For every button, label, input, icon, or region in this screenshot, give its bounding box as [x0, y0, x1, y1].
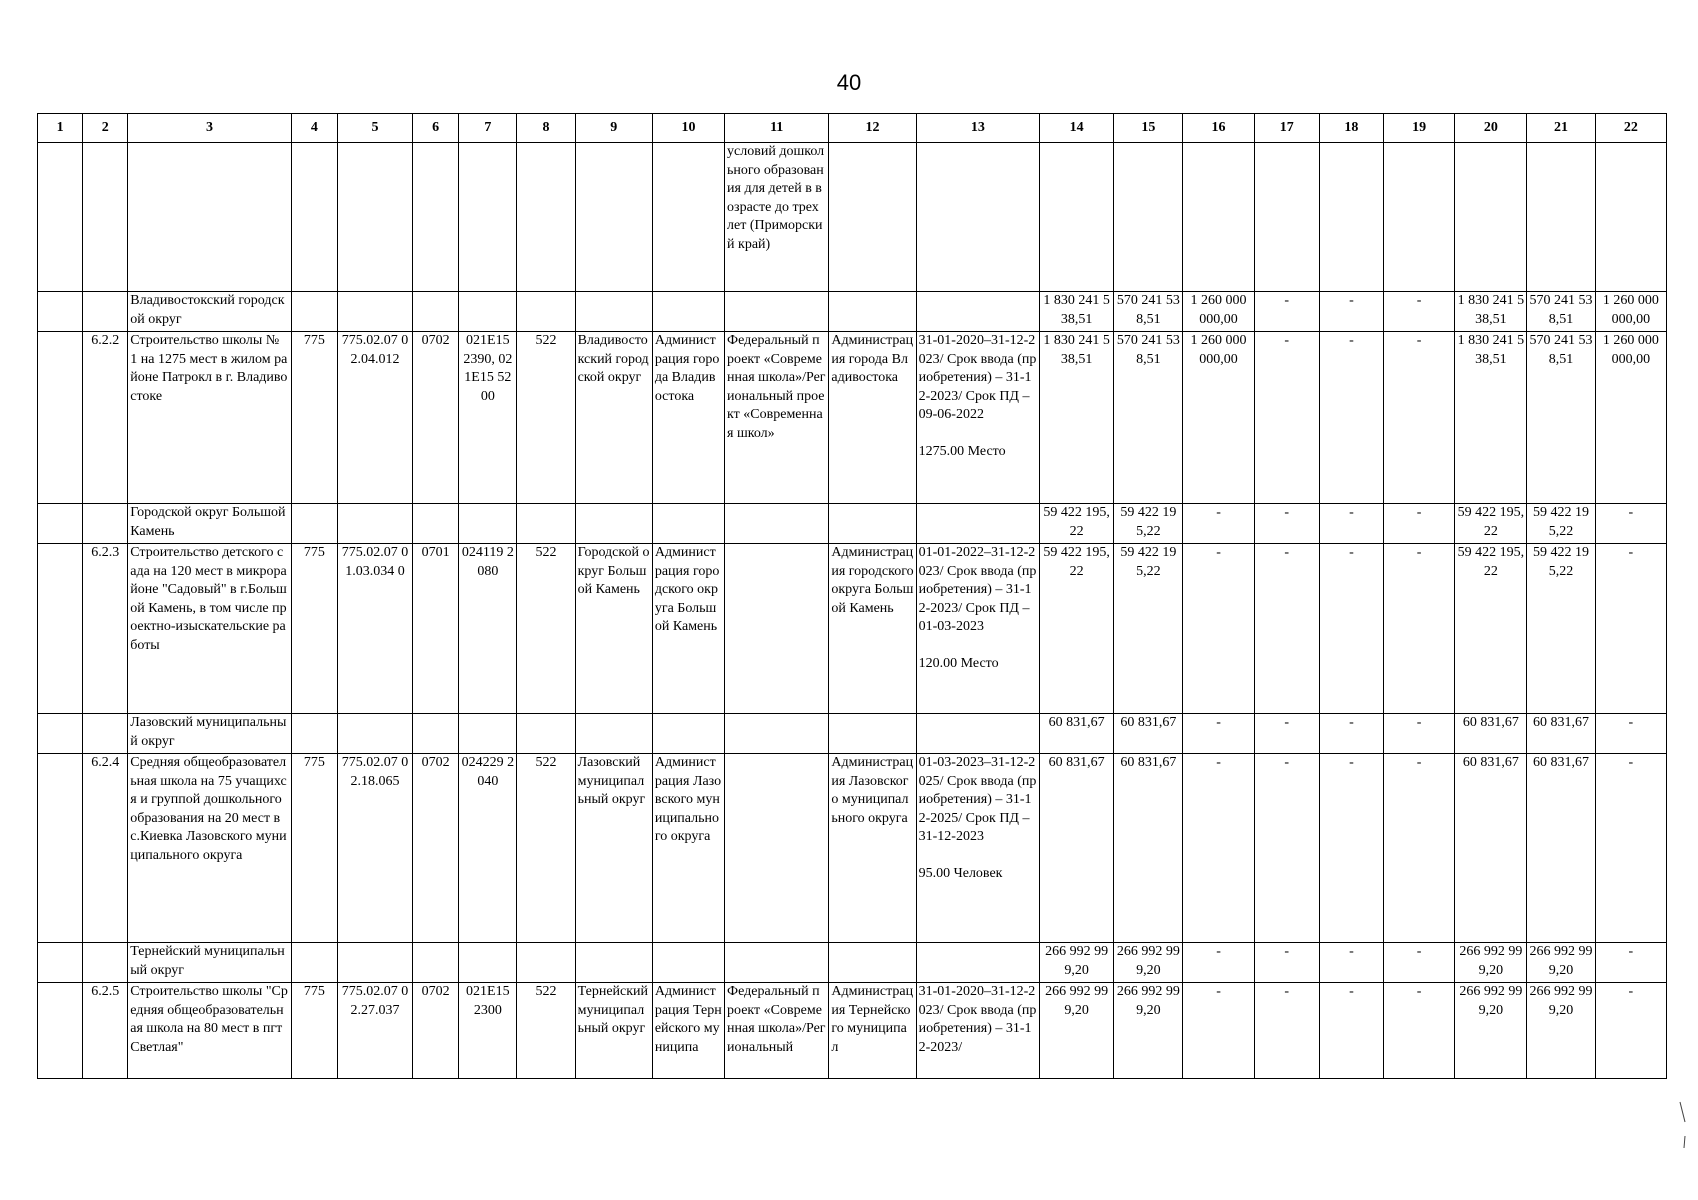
administrator-cell: Администрация города Владивостока [652, 332, 724, 504]
table-row-item [38, 754, 1667, 943]
column-header: 17 [1254, 114, 1319, 143]
column-header: 13 [916, 114, 1039, 143]
column-header: 7 [459, 114, 517, 143]
column-header: 21 [1527, 114, 1595, 143]
code-cell: 0702 [413, 983, 459, 1079]
amount-cell: 1 830 241 538,51 [1040, 332, 1114, 504]
amount-cell: 1 830 241 538,51 [1455, 292, 1527, 332]
amount-cell: - [1319, 504, 1383, 544]
amount-cell: - [1384, 983, 1455, 1079]
column-header: 12 [829, 114, 916, 143]
amount-cell: - [1183, 754, 1254, 943]
code-cell: 024119 2080 [459, 544, 517, 714]
column-header: 2 [83, 114, 128, 143]
amount-cell: 60 831,67 [1527, 754, 1595, 943]
amount-cell: 570 241 538,51 [1527, 332, 1595, 504]
amount-cell: 1 260 000 000,00 [1183, 292, 1254, 332]
amount-cell: - [1595, 943, 1666, 983]
amount-cell: - [1595, 754, 1666, 943]
amount-cell: 60 831,67 [1455, 714, 1527, 754]
table-row-continuation [38, 143, 1667, 292]
funding-project-cell [725, 754, 829, 943]
table-row-item [38, 544, 1667, 714]
amount-cell: 266 992 999,20 [1455, 943, 1527, 983]
municipality-cell: Лазовский муниципальный округ [575, 754, 652, 943]
code-cell: 522 [517, 754, 575, 943]
column-header: 10 [652, 114, 724, 143]
amount-cell: - [1183, 544, 1254, 714]
item-number-cell: 6.2.5 [83, 983, 128, 1079]
code-cell: 0702 [413, 332, 459, 504]
column-header: 11 [725, 114, 829, 143]
amount-cell: - [1254, 544, 1319, 714]
item-number-cell: 6.2.3 [83, 544, 128, 714]
amount-cell: 266 992 999,20 [1455, 983, 1527, 1079]
group-name-cell: Тернейский муниципальный округ [128, 943, 292, 983]
municipality-cell: Городской округ Большой Камень [575, 544, 652, 714]
code-cell: 775 [291, 754, 337, 943]
amount-cell: 570 241 538,51 [1114, 292, 1183, 332]
amount-cell: - [1183, 983, 1254, 1079]
amount-cell: - [1319, 544, 1383, 714]
amount-cell: 1 830 241 538,51 [1040, 292, 1114, 332]
amount-cell: - [1384, 504, 1455, 544]
table-row-item [38, 983, 1667, 1079]
amount-cell: - [1384, 754, 1455, 943]
column-header: 5 [337, 114, 412, 143]
object-name-cell: Строительство детского сада на 120 мест в микрорайоне "Садовый" в г.Большой Камень, в том числе проектно-изыскательские работы [128, 544, 292, 714]
amount-cell: 1 260 000 000,00 [1183, 332, 1254, 504]
column-header: 16 [1183, 114, 1254, 143]
amount-cell: 60 831,67 [1527, 714, 1595, 754]
item-number-cell: 6.2.2 [83, 332, 128, 504]
table-row-group [38, 943, 1667, 983]
code-cell: 0702 [413, 754, 459, 943]
object-name-cell: Строительство школы "Средняя общеобразовательная школа на 80 мест в пгт Светлая" [128, 983, 292, 1079]
object-name-cell: Средняя общеобразовательная школа на 75 учащихся и группой дошкольного образования на 20 мест в с.Киевка Лазовского муниципального округа [128, 754, 292, 943]
amount-cell: 59 422 195,22 [1114, 504, 1183, 544]
customer-cell: Администрация Лазовского муниципального округа [829, 754, 916, 943]
group-name-cell: Лазовский муниципальный округ [128, 714, 292, 754]
program-table [37, 113, 1667, 1079]
amount-cell: - [1183, 504, 1254, 544]
amount-cell: 60 831,67 [1040, 754, 1114, 943]
schedule-cell: 01-03-2023–31-12-2025/ Срок ввода (приобретения) – 31-12-2025/ Срок ПД – 31-12-2023 95.00 Человек [916, 754, 1039, 943]
customer-cell: Администрация городского округа Большой Камень [829, 544, 916, 714]
column-header: 14 [1040, 114, 1114, 143]
code-cell: 021E15 2390, 021E15 5200 [459, 332, 517, 504]
table-row-item [38, 332, 1667, 504]
code-cell: 522 [517, 544, 575, 714]
column-header: 15 [1114, 114, 1183, 143]
administrator-cell: Администрация Лазовского муниципального округа [652, 754, 724, 943]
column-header: 6 [413, 114, 459, 143]
amount-cell: - [1319, 714, 1383, 754]
amount-cell: 1 260 000 000,00 [1595, 332, 1666, 504]
amount-cell: 59 422 195,22 [1040, 544, 1114, 714]
code-cell: 775.02.07 02.18.065 [337, 754, 412, 943]
amount-cell: 570 241 538,51 [1114, 332, 1183, 504]
amount-cell: 266 992 999,20 [1114, 943, 1183, 983]
code-cell: 021E15 2300 [459, 983, 517, 1079]
column-header: 8 [517, 114, 575, 143]
funding-project-cell: Федеральный проект «Современная школа»/Региональный проект «Современная школ» [725, 332, 829, 504]
amount-cell: 1 260 000 000,00 [1595, 292, 1666, 332]
amount-cell: - [1384, 943, 1455, 983]
amount-cell: - [1254, 714, 1319, 754]
amount-cell: 266 992 999,20 [1527, 983, 1595, 1079]
amount-cell: 570 241 538,51 [1527, 292, 1595, 332]
code-cell: 0701 [413, 544, 459, 714]
amount-cell: - [1595, 544, 1666, 714]
column-header: 20 [1455, 114, 1527, 143]
schedule-cell: 31-01-2020–31-12-2023/ Срок ввода (приобретения) – 31-12-2023/ Срок ПД – 09-06-2022 1275.00 Место [916, 332, 1039, 504]
amount-cell: - [1183, 943, 1254, 983]
code-cell: 775 [291, 332, 337, 504]
amount-cell: 266 992 999,20 [1040, 983, 1114, 1079]
code-cell: 522 [517, 332, 575, 504]
amount-cell: 1 830 241 538,51 [1455, 332, 1527, 504]
amount-cell: 59 422 195,22 [1114, 544, 1183, 714]
group-name-cell: Владивостокский городской округ [128, 292, 292, 332]
column-header: 18 [1319, 114, 1383, 143]
column-header: 3 [128, 114, 292, 143]
amount-cell: - [1254, 754, 1319, 943]
amount-cell: 59 422 195,22 [1527, 544, 1595, 714]
group-name-cell: Городской округ Большой Камень [128, 504, 292, 544]
amount-cell: - [1183, 714, 1254, 754]
code-cell: 024229 2040 [459, 754, 517, 943]
amount-cell: - [1384, 332, 1455, 504]
object-name-cell: Строительство школы № 1 на 1275 мест в жилом районе Патрокл в г. Владивостоке [128, 332, 292, 504]
amount-cell: 266 992 999,20 [1527, 943, 1595, 983]
code-cell: 775.02.07 02.27.037 [337, 983, 412, 1079]
customer-cell: Администрация Тернейского муниципал [829, 983, 916, 1079]
amount-cell: - [1384, 544, 1455, 714]
scan-edge-marks [1678, 1100, 1690, 1160]
amount-cell: - [1595, 714, 1666, 754]
amount-cell: - [1319, 332, 1383, 504]
amount-cell: 59 422 195,22 [1527, 504, 1595, 544]
code-cell: 775.02.07 02.04.012 [337, 332, 412, 504]
amount-cell: - [1319, 754, 1383, 943]
amount-cell: - [1319, 983, 1383, 1079]
amount-cell: - [1254, 983, 1319, 1079]
amount-cell: 60 831,67 [1114, 754, 1183, 943]
amount-cell: 60 831,67 [1455, 754, 1527, 943]
amount-cell: - [1384, 714, 1455, 754]
column-number-row [38, 114, 1667, 143]
schedule-cell: 31-01-2020–31-12-2023/ Срок ввода (приобретения) – 31-12-2023/ [916, 983, 1039, 1079]
schedule-cell: 01-01-2022–31-12-2023/ Срок ввода (приобретения) – 31-12-2023/ Срок ПД – 01-03-2023 120.00 Место [916, 544, 1039, 714]
municipality-cell: Тернейский муниципальный округ [575, 983, 652, 1079]
amount-cell: - [1595, 504, 1666, 544]
administrator-cell: Администрация Тернейского муниципа [652, 983, 724, 1079]
column-header: 22 [1595, 114, 1666, 143]
amount-cell: 59 422 195,22 [1455, 504, 1527, 544]
amount-cell: 59 422 195,22 [1455, 544, 1527, 714]
code-cell: 522 [517, 983, 575, 1079]
municipality-cell: Владивостокский городской округ [575, 332, 652, 504]
page-number: 40 [836, 70, 862, 95]
amount-cell: - [1254, 292, 1319, 332]
amount-cell: 266 992 999,20 [1114, 983, 1183, 1079]
column-header: 1 [38, 114, 83, 143]
code-cell: 775.02.07 01.03.034 0 [337, 544, 412, 714]
amount-cell: - [1254, 943, 1319, 983]
table-row-group [38, 504, 1667, 544]
amount-cell: 60 831,67 [1114, 714, 1183, 754]
table-row-group [38, 292, 1667, 332]
amount-cell: - [1595, 983, 1666, 1079]
administrator-cell: Администрация городского округа Большой Камень [652, 544, 724, 714]
amount-cell: 266 992 999,20 [1040, 943, 1114, 983]
amount-cell: - [1254, 504, 1319, 544]
column-header: 4 [291, 114, 337, 143]
code-cell: 775 [291, 544, 337, 714]
funding-project-cell: Федеральный проект «Современная школа»/Региональный [725, 983, 829, 1079]
customer-cell: Администрация города Владивостока [829, 332, 916, 504]
funding-project-cell [725, 544, 829, 714]
amount-cell: 59 422 195,22 [1040, 504, 1114, 544]
item-number-cell: 6.2.4 [83, 754, 128, 943]
amount-cell: 60 831,67 [1040, 714, 1114, 754]
amount-cell: - [1319, 292, 1383, 332]
funding-project-cell: условий дошкольного образования для детей в возрасте до трех лет (Приморский край) [725, 143, 829, 292]
table-row-group [38, 714, 1667, 754]
code-cell: 775 [291, 983, 337, 1079]
column-header: 9 [575, 114, 652, 143]
column-header: 19 [1384, 114, 1455, 143]
amount-cell: - [1384, 292, 1455, 332]
amount-cell: - [1319, 943, 1383, 983]
amount-cell: - [1254, 332, 1319, 504]
